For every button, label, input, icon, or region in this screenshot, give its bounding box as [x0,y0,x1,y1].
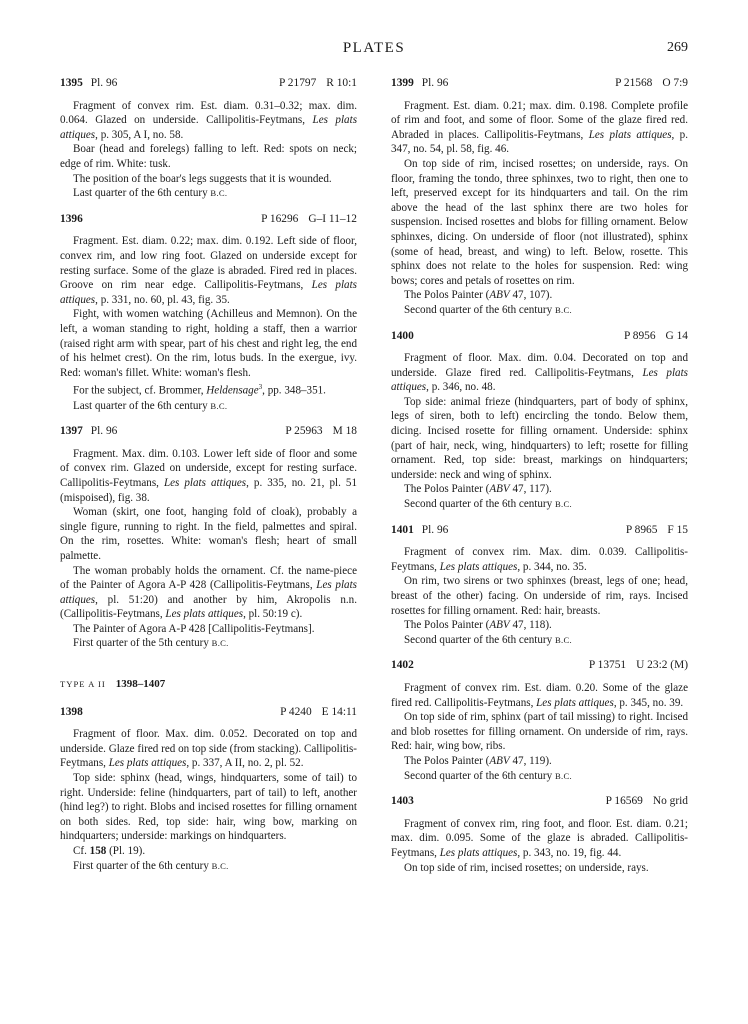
decoration-paragraph: Woman (skirt, one foot, hanging fold of cloak), probably a single figure, running to right. In the field, palmettes and spiral. On the rim, rosettes. White: woman's flesh; heart of small palmette. [60,506,357,562]
date-line: Second quarter of the 6th century B.C. [404,498,572,511]
inventory-number: P 21797 [279,77,317,89]
section-heading [60,677,357,692]
running-title: PLATES [342,40,406,56]
decoration-paragraph: On top side of rim, incised rosettes; on underside, rays. On floor, framing the tondo, three sphinxes, two to right, then one to left, preserved except for its hindquarters and tail. On the rim above the head of the last sphinx there are two holes for suspension. Incised rosettes and blobs for filling ornament. Below sphinxes, dicing. On underside of floor (not illustrated), sphinx (some of head, breast, and wing) to left. Below, rosette. This sphinx does not relate to the holes for suspension. Red: wing bows; cores and petals of rosettes on rim. [391,157,688,287]
description-paragraph: Fragment of floor. Max. dim. 0.04. Decorated on top and underside. Glaze fired red. Callipolitis-Feytmans, Les plats attiques, p. 346, no. 48. [391,352,688,394]
note-paragraph: The woman probably holds the ornament. Cf. the name-piece of the Painter of Agora A-P 428 (Callipolitis-Feytmans, Les plats attiques, pl. 51:20) and another by him, Akropolis n.n. (Callipolitis-Feytmans, Les plats attiques, pl. 50:19 c). [60,564,357,621]
entry-number: 1401 [391,523,414,536]
right-column [391,76,688,886]
grid-reference: R 10:1 [326,77,357,89]
left-column [60,76,357,884]
description-paragraph: Fragment. Max. dim. 0.103. Lower left side of floor and some of convex rim. Glazed on underside, except for resting surface. Callipolitis-Feytmans, Les plats attiques, p. 335, no. 21, pl. 51 (mispoised), fig. 38. [60,447,357,504]
attribution-line: The Polos Painter (ABV 47, 117). [404,483,552,496]
catalogue-entry-1397 [60,424,357,651]
note-paragraph: The position of the boar's legs suggests that it is wounded. [73,172,332,185]
inventory-number: P 21568 [615,77,653,89]
attribution-line: The Polos Painter (ABV 47, 107). [404,289,553,302]
comparison-line: Cf. 158 (Pl. 19). [73,845,146,857]
grid-reference: M 18 [332,425,357,438]
description-paragraph: Fragment of convex rim. Est. diam. 0.20. Some of the glaze fired red. Callipolitis-Feytmans, Les plats attiques, p. 345, no. 39. [391,681,688,709]
catalogue-entry-1398 [60,705,357,874]
section-range: 1398–1407 [115,678,166,691]
entry-number: 1398 [60,705,83,718]
decoration-paragraph: On top side of rim, sphinx (part of tail missing) to right. Incised and blob rosettes for filling ornament. On underside of rim, rays. Red: hair, wing bow, ribs. [391,711,688,753]
description-paragraph: Fragment of convex rim, ring foot, and floor. Est. diam. 0.21; max. dim. 0.095. Some of the glaze is abraded. Callipolitis-Feytmans, Les plats attiques, p. 343, no. 19, fig. 44. [391,817,688,859]
decoration-paragraph: Fight, with women watching (Achilleus and Memnon). On the left, a woman standing to right, holding a staff, then a warrior (raised right arm with spear, part of his chest and right leg, the end of his helmet crest). On the rim, lotus buds. In the exergue, ivy. Red: woman's fillet. White: woman's flesh. [60,308,357,379]
entry-heading [60,705,357,720]
entry-heading [391,658,688,673]
inventory-number: P 4240 [280,705,312,718]
inventory-number: P 13751 [588,659,627,672]
plate-reference: Pl. 96 [90,425,118,438]
catalogue-entry-1400 [391,329,688,512]
plate-reference: Pl. 96 [421,523,449,536]
catalogue-entry-1403 [391,794,688,875]
entry-heading [60,76,357,91]
entry-heading [391,329,688,344]
decoration-paragraph: Top side: sphinx (head, wings, hindquarters, some of tail) to right. Underside: feline (hindquarters, part of tail) to left, another (hind leg?) to right. Blobs and incised rosettes for filling ornament on both sides. Red, top side: hair, wing bow, marking on hindquarters; underside: markings on hindquarters. [60,772,357,843]
plate-reference: Pl. 96 [90,77,118,89]
entry-heading [391,523,688,538]
catalogue-entry-1395 [60,76,357,201]
entry-number: 1399 [391,77,414,89]
page-header [60,40,688,60]
page-number: 269 [667,40,688,55]
entry-heading [391,794,688,809]
entry-heading [60,424,357,439]
entry-number: 1396 [60,212,83,225]
grid-reference: G 14 [665,329,688,342]
section-type-label: TYPE A II [60,679,106,690]
decoration-paragraph: On rim, two sirens or two sphinxes (breast, legs of one; head, breast of the other) facing. On underside of rim, rays. Incised rosettes for filling ornament. Red: hair, breasts. [391,575,688,617]
description-paragraph: Fragment of convex rim. Max. dim. 0.039. Callipolitis-Feytmans, Les plats attiques, p. 344, no. 35. [391,546,688,573]
grid-reference: E 14:11 [321,705,357,718]
description-paragraph: Fragment. Est. diam. 0.21; max. dim. 0.198. Complete profile of rim and foot, and some of floor. Some of the glaze fired red. Abraded in places. Callipolitis-Feytmans, Les plats attiques, p. 347, no. 54, pl. 58, fig. 46. [391,99,689,156]
description-paragraph: Fragment of convex rim. Est. diam. 0.31–0.32; max. dim. 0.064. Glazed on underside. Callipolitis-Feytmans, Les plats attiques, p. 305, A I, no. 58. [60,99,358,141]
grid-reference: O 7:9 [662,77,688,89]
date-line: First quarter of the 5th century B.C. [73,637,229,650]
catalogue-entry-1399 [391,76,688,318]
entry-number: 1403 [391,795,414,808]
grid-reference: No grid [652,795,688,808]
date-line: Second quarter of the 6th century B.C. [404,769,572,782]
inventory-number: P 8956 [623,329,656,342]
date-line: Last quarter of the 6th century B.C. [73,399,228,412]
date-line: Second quarter of the 6th century B.C. [404,633,572,646]
date-line: First quarter of the 6th century B.C. [73,859,229,872]
decoration-paragraph: Boar (head and forelegs) falling to left. Red: spots on neck; edge of rim. White: tusk. [60,143,357,170]
decoration-paragraph: Top side: animal frieze (hindquarters, part of body of sphinx, legs of siren, both to left) encircling the tondo. Below them, dicing. Incised rosette for filling ornament. Underside: sphinx (part of hair, neck, wing, hindquarters) to left; rosette for filling ornament. Red, top side: breast, markings on hindquarters; underside: neck and wing of sphinx. [391,395,688,481]
inventory-number: P 16296 [261,212,299,225]
entry-number: 1402 [391,659,414,672]
entry-number: 1400 [391,329,414,342]
date-line: Last quarter of the 6th century B.C. [73,187,228,200]
attribution-line: The Painter of Agora A-P 428 [Callipolitis-Feytmans]. [73,622,315,635]
date-line: Second quarter of the 6th century B.C. [404,303,572,316]
entry-heading [60,212,357,227]
note-paragraph: For the subject, cf. Brommer, Heldensage$^3$, pp. 348–351. [73,383,326,397]
catalogue-entry-1402 [391,658,688,783]
inventory-number: P 8965 [625,523,658,536]
attribution-line: The Polos Painter (ABV 47, 119). [404,754,552,767]
entry-heading [391,76,688,91]
description-paragraph: Fragment. Est. diam. 0.22; max. dim. 0.192. Left side of floor, convex rim, and low ring foot. Glazed on underside except for resting surface. Some of the glaze is abraded. Fired red in places. Groove on rim near edge. Callipolitis-Feytmans, Les plats attiques, p. 331, no. 60, pl. 43, fig. 35. [60,235,358,306]
decoration-paragraph: On top side of rim, incised rosettes; on underside, rays. [404,861,649,874]
grid-reference: U 23:2 (M) [636,659,688,672]
attribution-line: The Polos Painter (ABV 47, 118). [404,619,552,632]
grid-reference: G–I 11–12 [308,212,357,225]
description-paragraph: Fragment of floor. Max. dim. 0.052. Decorated on top and underside. Glaze fired red on top side (from stacking). Callipolitis-Feytmans, Les plats attiques, p. 337, A II, no. 2, pl. 52. [60,728,357,770]
plate-reference: Pl. 96 [421,77,449,89]
grid-reference: F 15 [667,523,688,536]
entry-number: 1397 [60,425,83,438]
inventory-number: P 16569 [605,795,643,808]
catalogue-entry-1401 [391,523,688,648]
entry-number: 1395 [60,77,83,89]
inventory-number: P 25963 [285,425,323,438]
catalogue-entry-1396 [60,212,357,413]
